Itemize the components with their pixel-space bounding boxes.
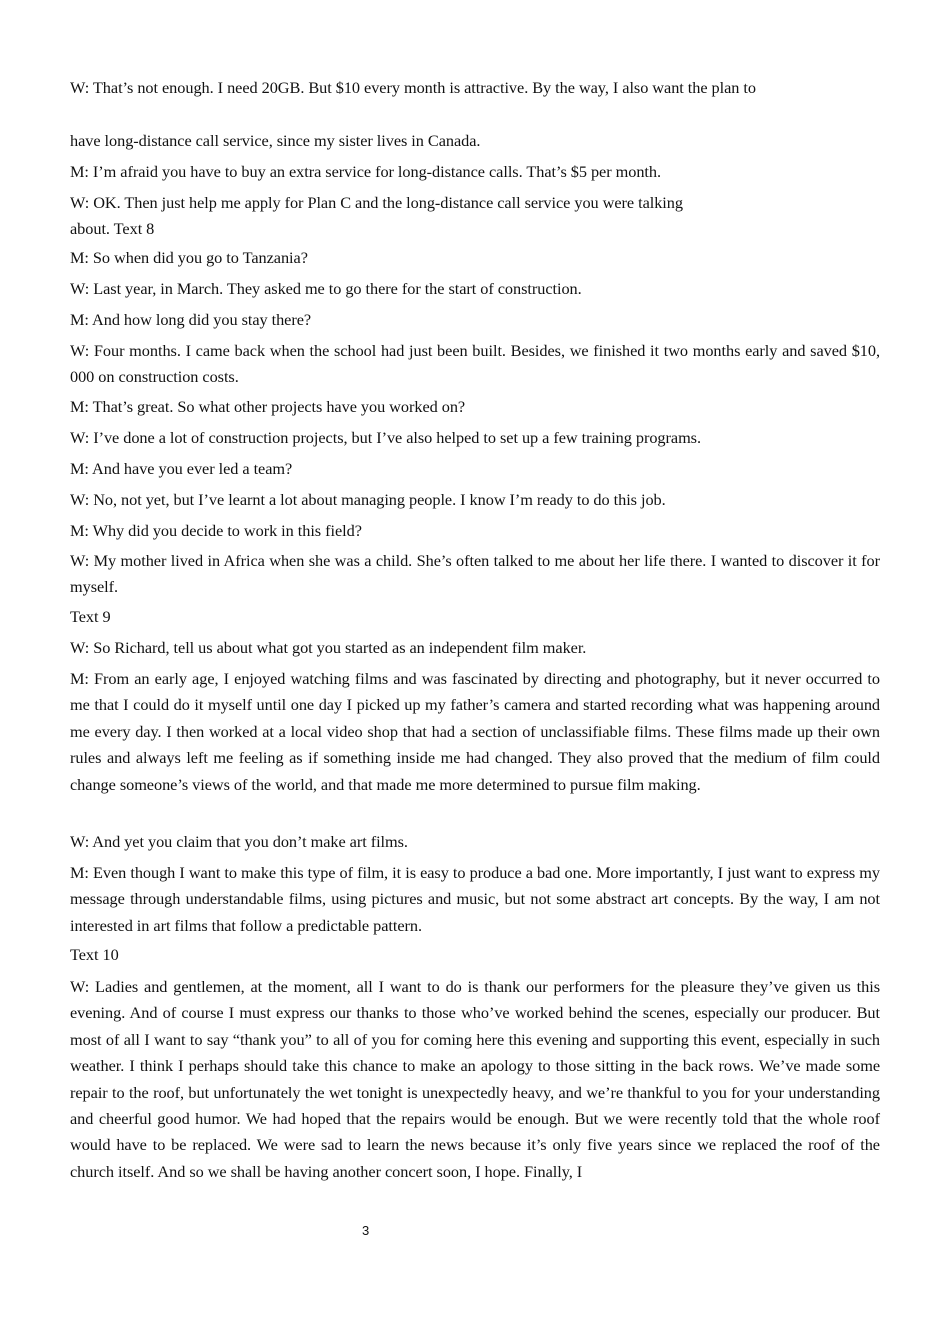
paragraph-how-long: M: And how long did you stay there? — [70, 310, 312, 329]
paragraph-ladies-gentlemen: W: Ladies and gentlemen, at the moment, all I want to do is thank our performers for the pleasure they’ve given us this evening. And of course I must express our thanks to those who’ve worked behind the scenes, especially our producer. But most of all I want to say “thank you” to all of you for coming here this evening and supporting this event, especially in such weather. I think I perhaps should take this chance to make an apology to those sitting in the back rows. We’ve made some repair to the roof, but unfortunately the wet tonight is unexpectedly heavy, and we’re thankful to you for your understanding and cheerful good humor. We had hoped that the repairs would be enough. But we were recently told that the whole roof would have to be replaced. We were sad to learn the news because it’s only five years since we replaced the roof of the church itself. And so we shall be having another concert soon, I hope. Finally, I — [70, 977, 880, 1181]
paragraph-other-projects: M: That’s great. So what other projects have you worked on? — [70, 397, 466, 416]
paragraph-mother-africa: W: My mother lived in Africa when she was a child. She’s often talked to me about her life there. I wanted to discover it for myself. — [70, 551, 880, 597]
page-number: 3 — [362, 1223, 370, 1238]
section-heading-text-10: Text 10 — [70, 945, 119, 964]
paragraph-last-year: W: Last year, in March. They asked me to go there for the start of construction. — [70, 279, 582, 298]
paragraph-art-films-claim: W: And yet you claim that you don’t make art films. — [70, 832, 408, 851]
paragraph-extra-service: M: I’m afraid you have to buy an extra service for long-distance calls. That’s $5 per month. — [70, 162, 661, 181]
paragraph-led-team: M: And have you ever led a team? — [70, 459, 293, 478]
paragraph-early-age: M: From an early age, I enjoyed watching films and was fascinated by directing and photography, but it never occurred to me that I could do it myself until one day I picked up my father’s camera and started recording what was happening around me every day. I then worked at a local video shop that had a section of unclassifiable films. These films made up their own rules and always left me feeling as if something inside me had changed. They also proved that the medium of film could change someone’s views of the world, and that made me more determined to pursue film making. — [70, 669, 880, 794]
paragraph-construction-projects: W: I’ve done a lot of construction projects, but I’ve also helped to set up a few training programs. — [70, 428, 701, 447]
paragraph-about-text-8: about. Text 8 — [70, 219, 155, 238]
paragraph-apply-plan-c: W: OK. Then just help me apply for Plan C and the long-distance call service you were talking — [70, 193, 683, 212]
paragraph-richard-question: W: So Richard, tell us about what got you started as an independent film maker. — [70, 638, 587, 657]
paragraph-understandable-films: M: Even though I want to make this type of film, it is easy to produce a bad one. More importantly, I just want to express my message through understandable films, using pictures and music, but not some abstract art concepts. By the way, I am not interested in art films that follow a predictable pattern. — [70, 863, 880, 935]
section-heading-text-9: Text 9 — [70, 607, 111, 626]
paragraph-long-distance: have long-distance call service, since my sister lives in Canada. — [70, 131, 481, 150]
paragraph-managing-people: W: No, not yet, but I’ve learnt a lot about managing people. I know I’m ready to do this job. — [70, 490, 666, 509]
paragraph-four-months: W: Four months. I came back when the school had just been built. Besides, we finished it two months early and saved $10, 000 on construction costs. — [70, 341, 880, 387]
paragraph-why-field: M: Why did you decide to work in this field? — [70, 521, 362, 540]
paragraph-plan-request: W: That’s not enough. I need 20GB. But $10 every month is attractive. By the way, I also want the plan to — [70, 78, 756, 97]
paragraph-tanzania-question: M: So when did you go to Tanzania? — [70, 248, 308, 267]
